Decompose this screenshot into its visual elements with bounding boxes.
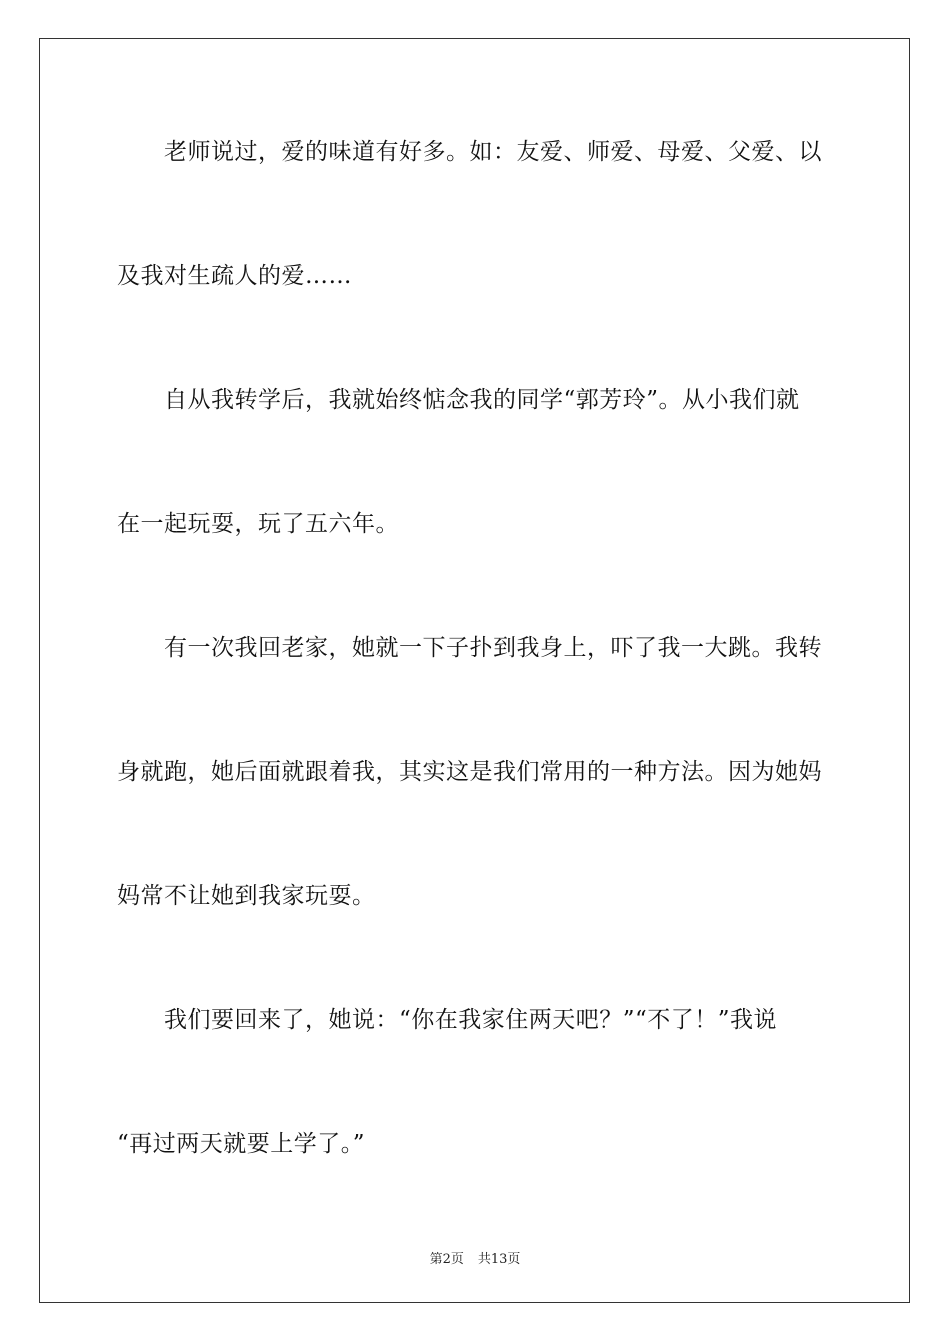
paragraph-3-line-3: 妈常不让她到我家玩耍。 <box>117 883 376 909</box>
paragraph-1-line-2: 及我对生疏人的爱…… <box>117 263 352 289</box>
paragraph-3-line-1: 有一次我回老家，她就一下子扑到我身上，吓了我一大跳。我转 <box>164 635 822 661</box>
page-number: 第2页 <box>429 1252 464 1267</box>
page-total: 共13页 <box>477 1252 521 1267</box>
paragraph-4-line-2: “再过两天就要上学了。” <box>117 1131 366 1157</box>
paragraph-2-line-2: 在一起玩耍，玩了五六年。 <box>117 511 399 537</box>
paragraph-4-line-1: 我们要回来了，她说：“你在我家住两天吧？”“不了！”我说 <box>164 1007 778 1033</box>
page-border <box>39 38 910 1303</box>
page-footer <box>0 1248 950 1267</box>
paragraph-2-line-1: 自从我转学后，我就始终惦念我的同学“郭芳玲”。从小我们就 <box>164 387 800 413</box>
paragraph-1-line-1: 老师说过，爱的味道有好多。如：友爱、师爱、母爱、父爱、以 <box>164 139 822 165</box>
paragraph-3-line-2: 身就跑，她后面就跟着我，其实这是我们常用的一种方法。因为她妈 <box>117 759 822 785</box>
